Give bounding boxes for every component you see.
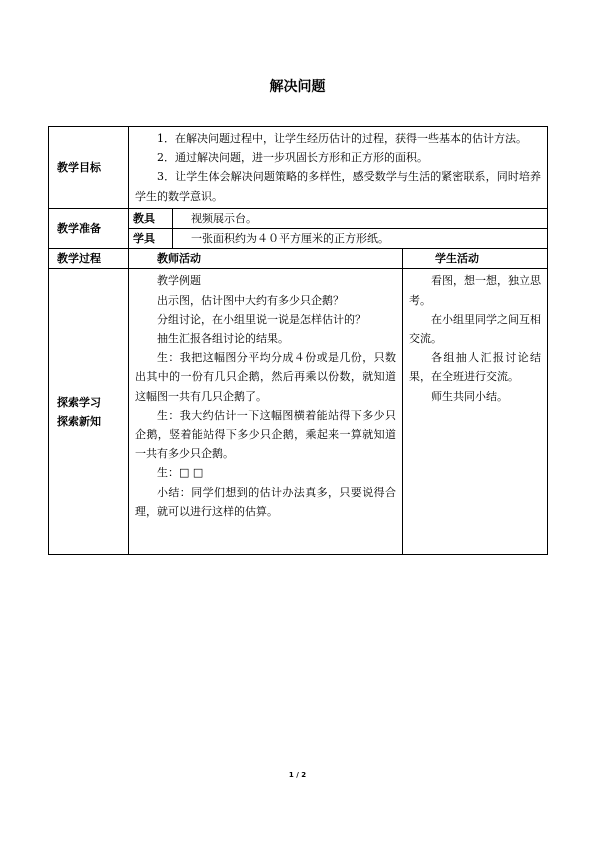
student-line: 师生共同小结。 bbox=[431, 389, 508, 403]
student-line: 看图，想一想，独立思考。 bbox=[409, 274, 541, 307]
lesson-plan-table bbox=[48, 126, 548, 555]
goal-item: 3．让学生体会解决问题策略的多样性，感受数学与生活的紧密联系，同时培养学生的数学意识。 bbox=[135, 170, 541, 203]
page-title: 解决问题 bbox=[269, 79, 326, 95]
page-number: 1 / 2 bbox=[288, 771, 307, 779]
explore-row bbox=[49, 269, 548, 555]
teacher-line: 生：□ □ bbox=[157, 466, 204, 480]
teacher-line: 出示图，估计图中大约有多少只企鹅？ bbox=[157, 293, 344, 307]
process-label: 教学过程 bbox=[49, 249, 129, 269]
section-label-line: 探索学习 bbox=[57, 395, 101, 409]
teacher-line: 抽生汇报各组讨论的结果。 bbox=[157, 332, 289, 346]
section-label bbox=[49, 269, 129, 555]
section-label-line: 探索新知 bbox=[57, 414, 101, 428]
goal-item: 2．通过解决问题，进一步巩固长方形和正方形的面积。 bbox=[157, 151, 428, 165]
student-activity bbox=[403, 269, 548, 555]
teacher-line: 生：我大约估计一下这幅图横着能站得下多少只企鹅，竖着能站得下多少只企鹅，乘起来一算就知道一共有多少只企鹅。 bbox=[135, 408, 396, 461]
prep-row-teacher bbox=[49, 208, 548, 228]
teacher-line: 生：我把这幅图分平均分成４份或是几份，只数出其中的一份有几只企鹅，然后再乘以份数，就知道这幅图一共有几只企鹅了。 bbox=[135, 351, 396, 403]
teacher-activity-header: 教师活动 bbox=[129, 249, 403, 269]
prep-teacher-text: 视频展示台。 bbox=[173, 208, 548, 228]
student-line: 各组抽人汇报讨论结果，在全班进行交流。 bbox=[409, 351, 541, 384]
teacher-activity bbox=[129, 269, 403, 555]
teacher-line: 小结：同学们想到的估计办法真多，只要说得合理，就可以进行这样的估算。 bbox=[135, 485, 396, 518]
goals-content bbox=[129, 127, 548, 209]
goal-item: 1．在解决问题过程中，让学生经历估计的过程，获得一些基本的估计方法。 bbox=[157, 132, 527, 145]
prep-label: 教学准备 bbox=[49, 208, 129, 248]
prep-student-label: 学具 bbox=[129, 229, 173, 249]
teacher-line: 教学例题 bbox=[157, 274, 201, 288]
student-activity-header: 学生活动 bbox=[403, 249, 548, 269]
teacher-line: 分组讨论，在小组里说一说是怎样估计的？ bbox=[157, 312, 366, 326]
goals-label: 教学目标 bbox=[49, 127, 129, 209]
student-line: 在小组里同学之间互相交流。 bbox=[409, 312, 541, 346]
process-header-row bbox=[49, 249, 548, 269]
prep-student-text: 一张面积约为４０平方厘米的正方形纸。 bbox=[173, 229, 548, 249]
goals-row bbox=[49, 127, 548, 209]
prep-teacher-label: 教具 bbox=[129, 208, 173, 228]
